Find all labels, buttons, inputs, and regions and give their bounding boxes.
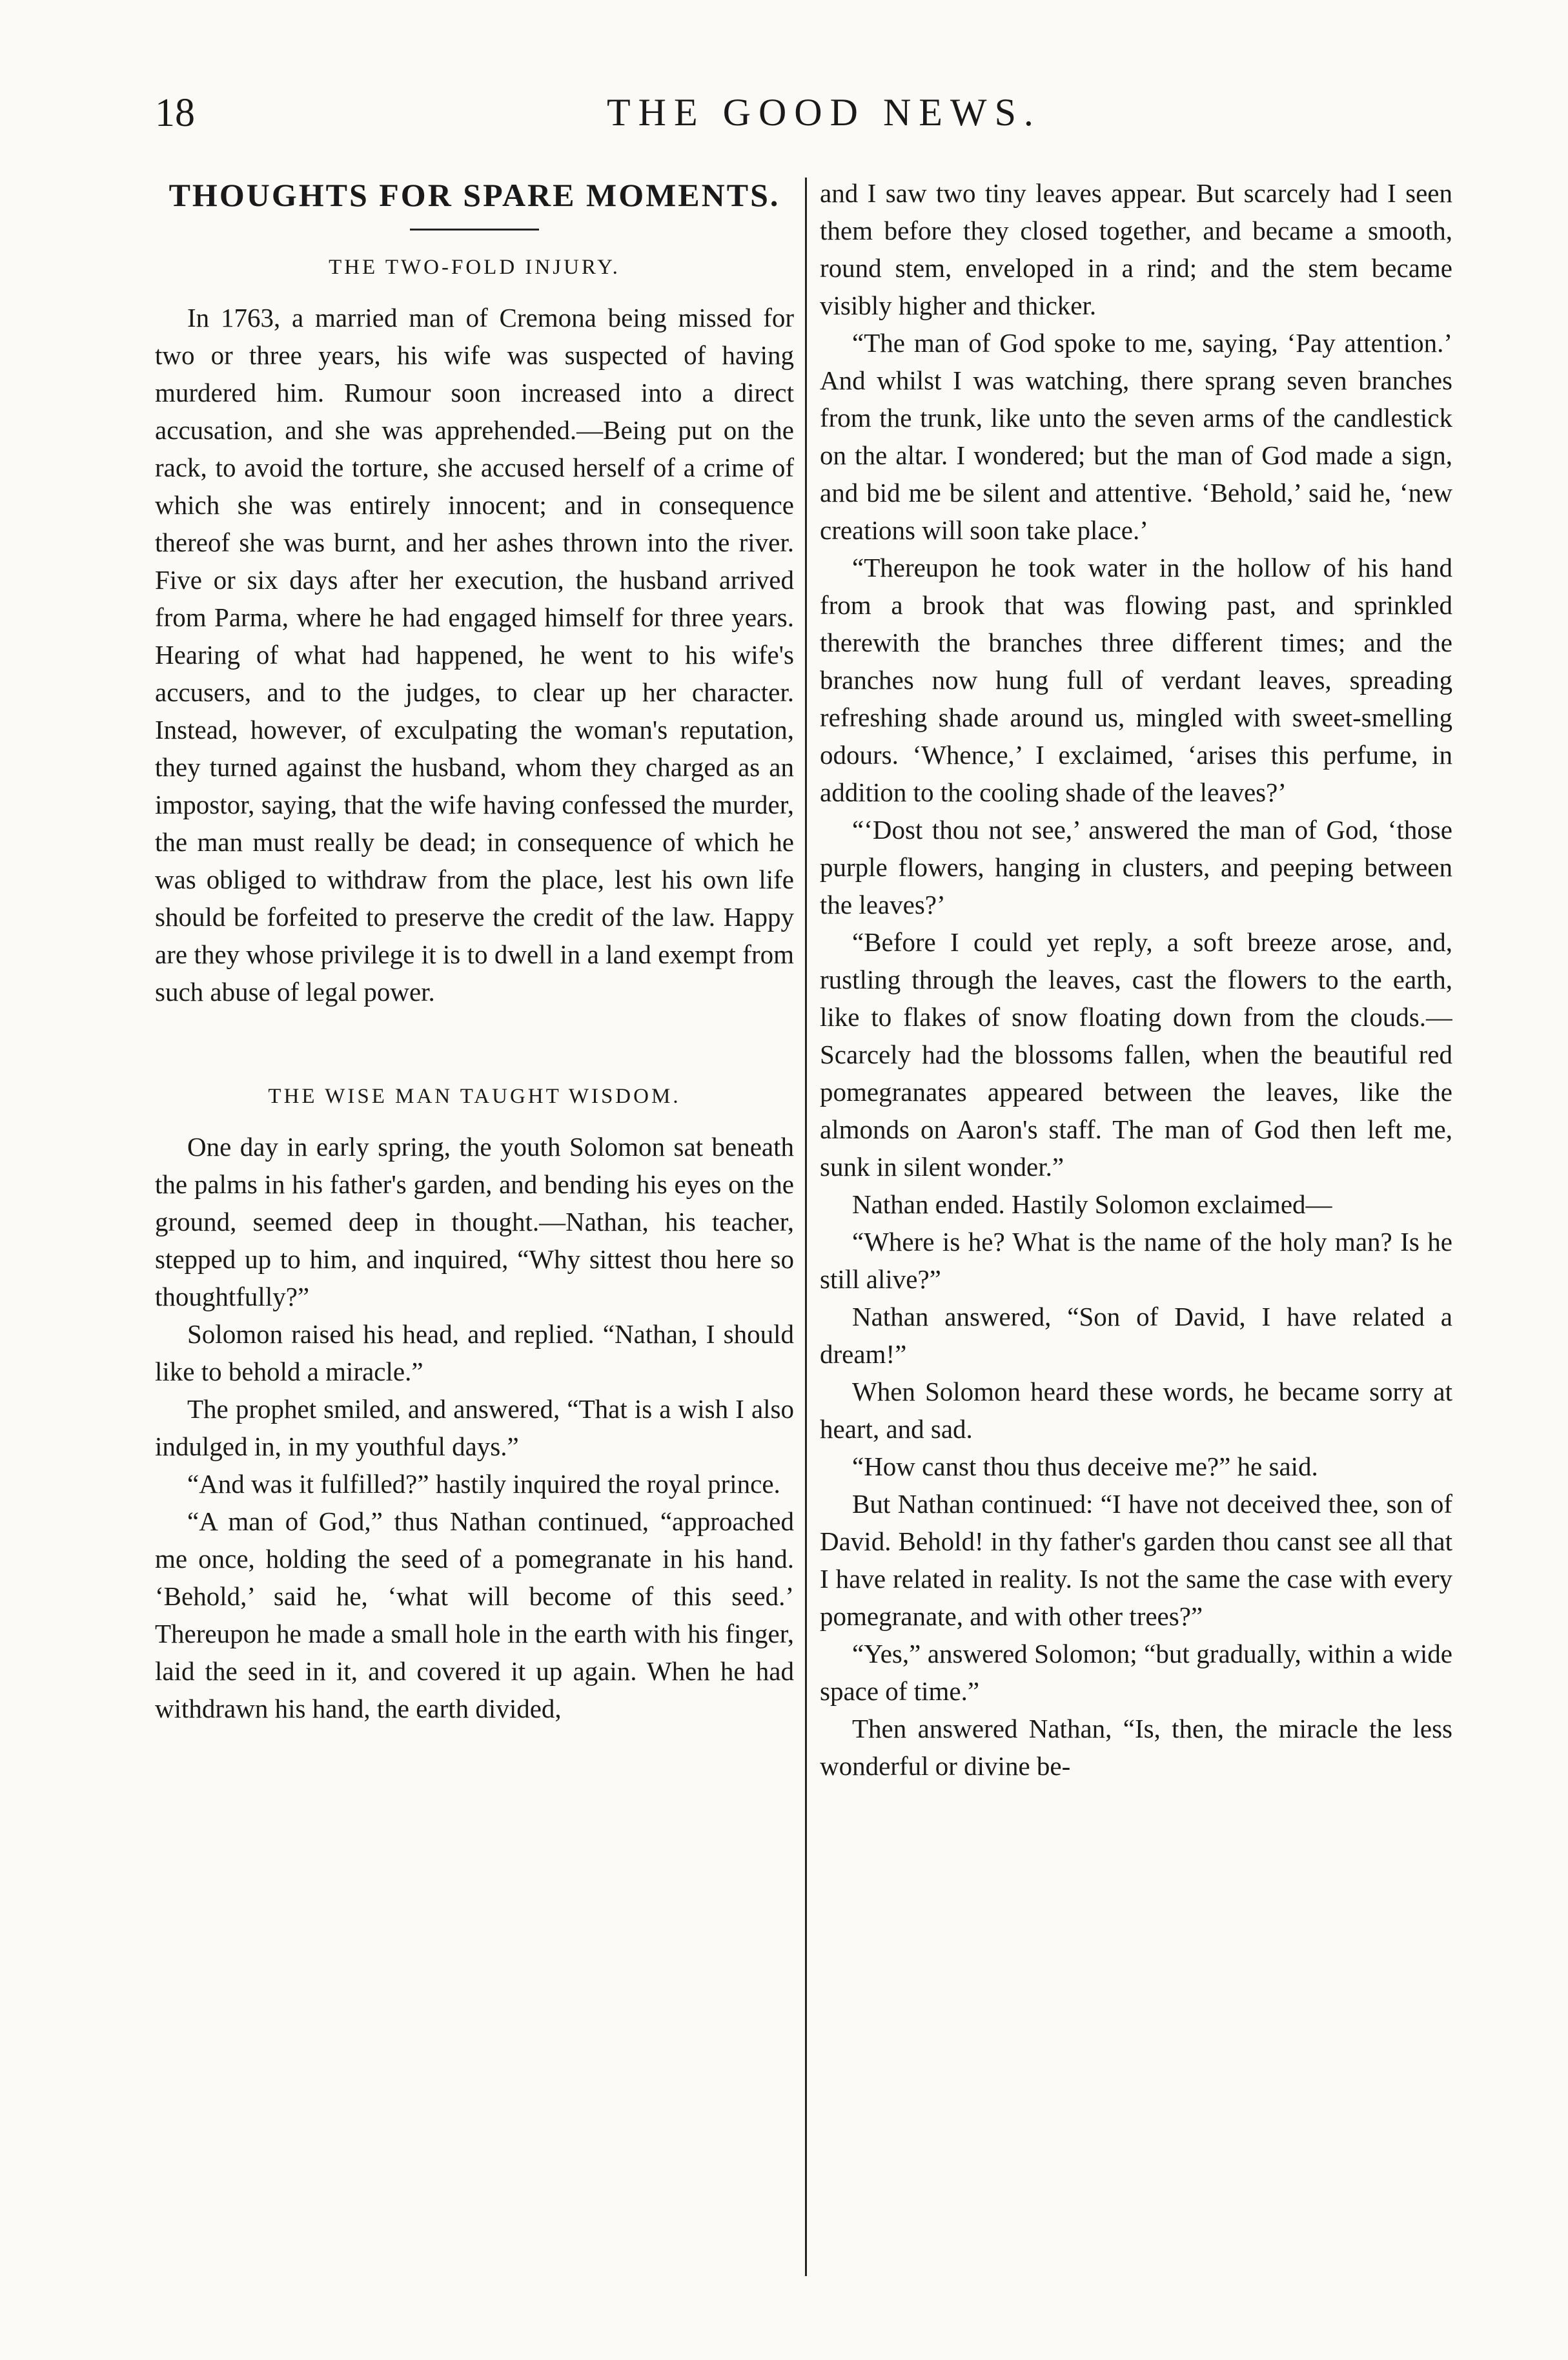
article-paragraph: The prophet smiled, and answered, “That is a wish I also indulged in, in my youthful days.”: [155, 1394, 794, 1461]
article-paragraph: “‘Dost thou not see,’ answered the man of God, ‘those purple flowers, hanging in clusters, and peeping between the leaves?’: [820, 815, 1452, 919]
article-paragraph: “Before I could yet reply, a soft breeze arose, and, rustling through the leaves, cast the flowers to the earth, like to flakes of snow floating down from the clouds.—Scarcely had the blossoms fallen, when the beautiful red pomegranates appeared between the leaves, like the almonds on Aaron's staff. The man of God then left me, sunk in silent wonder.”: [820, 927, 1452, 1182]
title-rule: [410, 229, 539, 231]
article-paragraph: One day in early spring, the youth Solomon sat beneath the palms in his father's garden, and bending his eyes on the ground, seemed deep in thought.—Nathan, his teacher, stepped up to him, and inquired, “Why sittest thou here so thoughtfully?”: [155, 1132, 794, 1311]
page-header: [155, 90, 1433, 149]
article-paragraph: But Nathan continued: “I have not deceived thee, son of David. Behold! in thy father's garden thou canst see all that I have related in reality. Is not the same the case with every pomegranate, and with other trees?”: [820, 1489, 1452, 1631]
article-paragraph: “Where is he? What is the name of the holy man? Is he still alive?”: [820, 1227, 1452, 1294]
article-paragraph: “Thereupon he took water in the hollow of his hand from a brook that was flowing past, and sprinkled therewith the branches three different times; and the branches now hung full of verdant leaves, spreading refreshing shade around us, mingled with sweet-smelling odours. ‘Whence,’ I exclaimed, ‘arises this perfume, in addition to the cooling shade of the leaves?’: [820, 553, 1452, 807]
article-paragraph: Nathan answered, “Son of David, I have related a dream!”: [820, 1302, 1452, 1369]
article-paragraph: Nathan ended. Hastily Solomon exclaimed—: [852, 1189, 1332, 1219]
article-paragraph: “How canst thou thus deceive me?” he said.: [852, 1452, 1318, 1481]
article-paragraph: “Yes,” answered Solomon; “but gradually, within a wide space of time.”: [820, 1639, 1452, 1706]
article-paragraph: “A man of God,” thus Nathan continued, “approached me once, holding the seed of a pomegranate in his hand. ‘Behold,’ said he, ‘what will become of this seed.’ Thereupon he made a small hole in the earth with his finger, laid the seed in it, and covered it up again. When he had withdrawn his hand, the earth divided,: [155, 1506, 794, 1723]
section-title: THOUGHTS FOR SPARE MOMENTS.: [168, 177, 780, 213]
column-divider: [805, 178, 807, 2276]
article-title-two-fold-injury: THE TWO-FOLD INJURY.: [329, 256, 620, 279]
journal-title: THE GOOD NEWS.: [607, 91, 1041, 134]
article-title-wise-man: THE WISE MAN TAUGHT WISDOM.: [268, 1085, 681, 1108]
left-column: [155, 174, 794, 2299]
page-number: 18: [155, 91, 195, 135]
article-paragraph: Solomon raised his head, and replied. “Nathan, I should like to behold a miracle.”: [155, 1319, 794, 1386]
article-paragraph: Then answered Nathan, “Is, then, the miracle the less wonderful or divine be-: [820, 1714, 1452, 1781]
article-paragraph: In 1763, a married man of Cremona being missed for two or three years, his wife was suspected of having murdered him. Rumour soon increased into a direct accusation, and she was apprehended.—Being put on the rack, to avoid the torture, she accused herself of a crime of which she was entirely innocent; and in consequence thereof she was burnt, and her ashes thrown into the river. Five or six days after her execution, the husband arrived from Parma, where he had engaged himself for three years. Hearing of what had happened, he went to his wife's accusers, and to the judges, to clear up her character. Instead, however, of exculpating the woman's reputation, they turned against the husband, whom they charged as an impostor, saying, that the wife having confessed the murder, the man must really be dead; in consequence of which he was obliged to withdraw from the place, lest his own life should be forfeited to preserve the credit of the law. Happy are they whose privilege it is to dwell in a land exempt from such abuse of legal power.: [155, 303, 794, 1007]
right-column: [820, 174, 1452, 2299]
article-paragraph: When Solomon heard these words, he became sorry at heart, and sad.: [820, 1377, 1452, 1444]
article-paragraph: and I saw two tiny leaves appear. But scarcely had I seen them before they closed together, and became a smooth, round stem, enveloped in a rind; and the stem became visibly higher and thicker.: [820, 178, 1452, 320]
article-paragraph: “And was it fulfilled?” hastily inquired the royal prince.: [187, 1469, 780, 1499]
article-paragraph: “The man of God spoke to me, saying, ‘Pay attention.’ And whilst I was watching, there sprang seven branches from the trunk, like unto the seven arms of the candlestick on the altar. I wondered; but the man of God made a sign, and bid me be silent and attentive. ‘Behold,’ said he, ‘new creations will soon take place.’: [820, 328, 1452, 545]
